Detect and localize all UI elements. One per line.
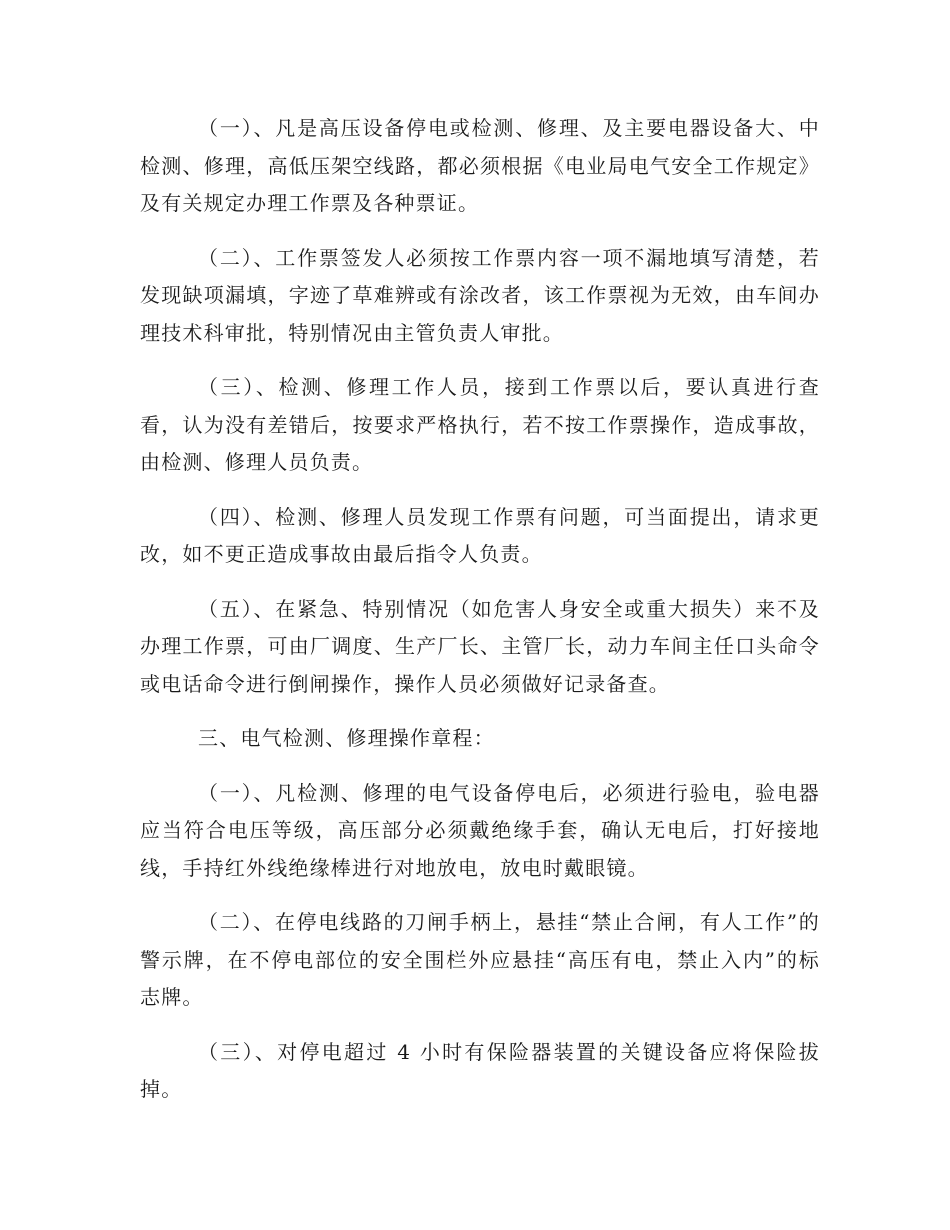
- paragraph-6: （一）、凡检测、修理的电气设备停电后，必须进行验电，验电器应当符合电压等级，高压部分必须戴绝缘手套，确认无电后，打好接地线，手持红外线绝缘棒进行对地放电，放电时戴眼镜。: [140, 780, 820, 880]
- document-body: [140, 110, 820, 1126]
- paragraph-7: （二）、在停电线路的刀闸手柄上，悬挂“禁止合闸，有人工作”的警示牌，在不停电部位的安全围栏外应悬挂“高压有电，禁止入内”的标志牌。: [140, 910, 820, 1009]
- paragraph-5: （五）、在紧急、特别情况（如危害人身安全或重大损失）来不及办理工作票，可由厂调度、生产厂长、主管厂长，动力车间主任口头命令或电话命令进行倒闸操作，操作人员必须做好记录备查。: [140, 596, 820, 696]
- paragraph-2: （二）、工作票签发人必须按工作票内容一项不漏地填写清楚，若发现缺项漏填，字迹了草难辨或有涂改者，该工作票视为无效，由车间办理技术科审批，特别情况由主管负责人审批。: [140, 245, 820, 345]
- paragraph-1: （一）、凡是高压设备停电或检测、修理、及主要电器设备大、中检测、修理，高低压架空线路，都必须根据《电业局电气安全工作规定》及有关规定办理工作票及各种票证。: [140, 116, 820, 215]
- section-heading: 三、电气检测、修理操作章程：: [198, 726, 495, 750]
- paragraph-4: （四）、检测、修理人员发现工作票有问题，可当面提出，请求更改，如不更正造成事故由最后指令人负责。: [140, 504, 820, 566]
- paragraph-8: （三）、对停电超过 4 小时有保险器装置的关键设备应将保险拔掉。: [140, 1039, 820, 1101]
- paragraph-3: （三）、检测、修理工作人员，接到工作票以后，要认真进行查看，认为没有差错后，按要求严格执行，若不按工作票操作，造成事故，由检测、修理人员负责。: [140, 375, 820, 474]
